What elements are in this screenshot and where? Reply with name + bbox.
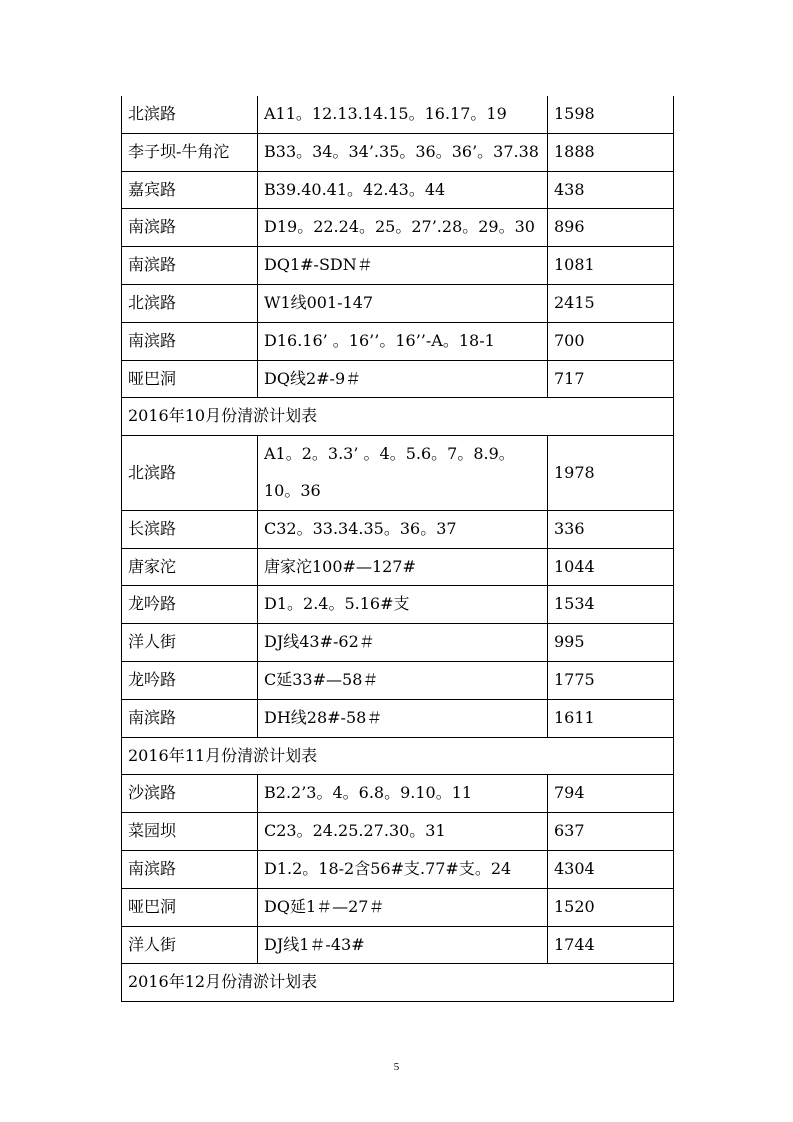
road-name-cell: 李子坝-牛角沱 <box>122 133 258 171</box>
section-cell: D16.16’ 。16’’。16’’-A。18-1 <box>258 322 548 360</box>
table-row <box>122 436 674 511</box>
road-name-cell: 嘉宾路 <box>122 171 258 209</box>
section-cell: DH线28#-58＃ <box>258 699 548 737</box>
length-cell: 794 <box>548 775 674 813</box>
road-name-cell: 南滨路 <box>122 850 258 888</box>
page-number: 5 <box>393 1061 400 1073</box>
table-row <box>122 888 674 926</box>
length-cell: 336 <box>548 510 674 548</box>
dredging-plan-table <box>121 96 674 1002</box>
length-cell: 1520 <box>548 888 674 926</box>
length-cell: 1888 <box>548 133 674 171</box>
section-cell: DQ线2#-9＃ <box>258 360 548 398</box>
road-name-cell: 北滨路 <box>122 436 258 511</box>
section-cell: B39.40.41。42.43。44 <box>258 171 548 209</box>
length-cell: 995 <box>548 624 674 662</box>
road-name-cell: 菜园坝 <box>122 813 258 851</box>
section-cell: W1线001-147 <box>258 284 548 322</box>
section-cell: C23。24.25.27.30。31 <box>258 813 548 851</box>
table-row <box>122 510 674 548</box>
month-header-row <box>122 964 674 1002</box>
road-name-cell: 洋人街 <box>122 926 258 964</box>
road-name-cell: 南滨路 <box>122 209 258 247</box>
table-row <box>122 775 674 813</box>
table-row <box>122 247 674 285</box>
section-cell: C延33#—58＃ <box>258 661 548 699</box>
section-cell: DJ线1＃-43# <box>258 926 548 964</box>
section-cell: B2.2’3。4。6.8。9.10。11 <box>258 775 548 813</box>
road-name-cell: 北滨路 <box>122 284 258 322</box>
length-cell: 1611 <box>548 699 674 737</box>
month-header-row <box>122 398 674 436</box>
section-cell: A1。2。3.3’ 。4。5.6。7。8.9。10。36 <box>258 436 548 511</box>
section-cell: A11。12.13.14.15。16.17。19 <box>258 96 548 133</box>
table-row <box>122 586 674 624</box>
road-name-cell: 哑巴洞 <box>122 888 258 926</box>
road-name-cell: 北滨路 <box>122 96 258 133</box>
road-name-cell: 南滨路 <box>122 322 258 360</box>
road-name-cell: 洋人街 <box>122 624 258 662</box>
table-row <box>122 813 674 851</box>
month-header-row <box>122 737 674 775</box>
length-cell: 1775 <box>548 661 674 699</box>
length-cell: 1598 <box>548 96 674 133</box>
table-row <box>122 661 674 699</box>
road-name-cell: 哑巴洞 <box>122 360 258 398</box>
table-row <box>122 133 674 171</box>
section-cell: DQ1#-SDN＃ <box>258 247 548 285</box>
length-cell: 1744 <box>548 926 674 964</box>
month-plan-title: 2016年11月份清淤计划表 <box>122 737 674 775</box>
length-cell: 2415 <box>548 284 674 322</box>
length-cell: 700 <box>548 322 674 360</box>
length-cell: 1534 <box>548 586 674 624</box>
section-cell: DJ线43#-62＃ <box>258 624 548 662</box>
length-cell: 1044 <box>548 548 674 586</box>
table-row <box>122 171 674 209</box>
section-cell: DQ延1＃—27＃ <box>258 888 548 926</box>
table-row <box>122 548 674 586</box>
length-cell: 1978 <box>548 436 674 511</box>
section-cell: D19。22.24。25。27’.28。29。30 <box>258 209 548 247</box>
table-row <box>122 284 674 322</box>
table-row <box>122 96 674 133</box>
length-cell: 896 <box>548 209 674 247</box>
length-cell: 717 <box>548 360 674 398</box>
section-cell: C32。33.34.35。36。37 <box>258 510 548 548</box>
table-row <box>122 699 674 737</box>
road-name-cell: 龙吟路 <box>122 586 258 624</box>
road-name-cell: 唐家沱 <box>122 548 258 586</box>
month-plan-title: 2016年12月份清淤计划表 <box>122 964 674 1002</box>
section-cell: 唐家沱100#—127# <box>258 548 548 586</box>
table-row <box>122 209 674 247</box>
length-cell: 4304 <box>548 850 674 888</box>
month-plan-title: 2016年10月份清淤计划表 <box>122 398 674 436</box>
road-name-cell: 长滨路 <box>122 510 258 548</box>
length-cell: 438 <box>548 171 674 209</box>
table-row <box>122 926 674 964</box>
road-name-cell: 沙滨路 <box>122 775 258 813</box>
length-cell: 637 <box>548 813 674 851</box>
section-cell: B33。34。34’.35。36。36’。37.38 <box>258 133 548 171</box>
section-cell: D1.2。18-2含56#支.77#支。24 <box>258 850 548 888</box>
road-name-cell: 南滨路 <box>122 247 258 285</box>
length-cell: 1081 <box>548 247 674 285</box>
section-cell: D1。2.4。5.16#支 <box>258 586 548 624</box>
road-name-cell: 南滨路 <box>122 699 258 737</box>
table-row <box>122 360 674 398</box>
road-name-cell: 龙吟路 <box>122 661 258 699</box>
table-row <box>122 624 674 662</box>
table-row <box>122 850 674 888</box>
table-row <box>122 322 674 360</box>
